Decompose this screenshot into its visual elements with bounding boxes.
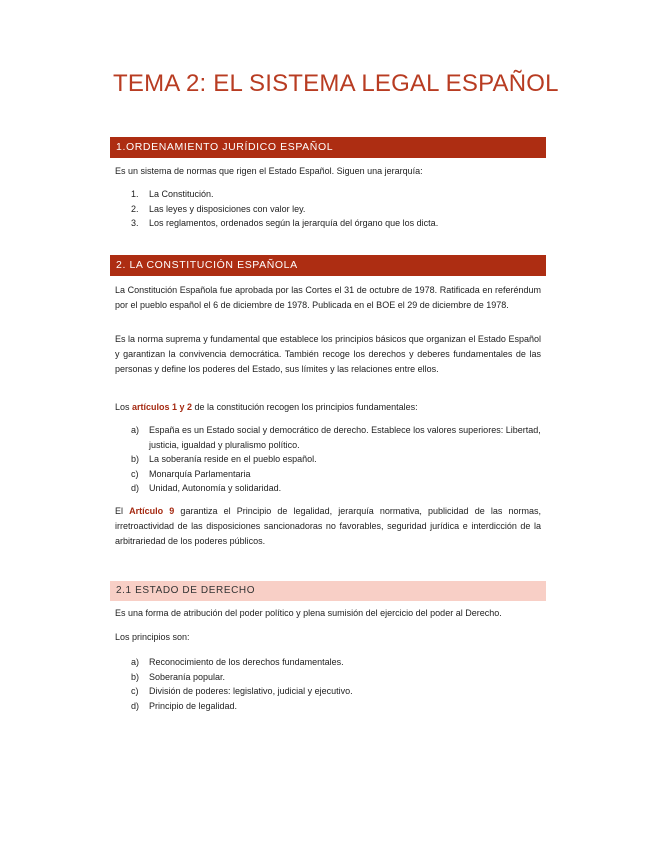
section1-list bbox=[115, 187, 541, 231]
section-heading-constitucion: 2. LA CONSTITUCIÓN ESPAÑOLA bbox=[110, 255, 546, 276]
list-item: d) Unidad, Autonomía y solidaridad. bbox=[131, 483, 282, 493]
list-item: 3. Los reglamentos, ordenados según la jerarquía del órgano que los dicta. bbox=[131, 218, 439, 228]
section-heading-ordenamiento: 1.ORDENAMIENTO JURÍDICO ESPAÑOL bbox=[110, 137, 546, 158]
list-item: b) Soberanía popular. bbox=[131, 671, 226, 682]
list-item: a) España es un Estado social y democrático de derecho. Establece los valores superiores: Libertad, justicia, igualdad y pluralismo político. bbox=[131, 425, 541, 450]
list-item: 2. Las leyes y disposiciones con valor ley. bbox=[131, 203, 306, 214]
list-item: b) La soberanía reside en el pueblo español. bbox=[131, 454, 317, 464]
section2-paragraph-2: Es la norma suprema y fundamental que establece los principios básicos que organizan el Estado Español y garantizan la convivencia democrática. También recoge los derechos y deberes fundamentales de las personas y define los poderes del Estado, sus límites y las relaciones entre ellos. bbox=[115, 334, 541, 374]
section-heading-estado-derecho: 2.1 ESTADO DE DERECHO bbox=[110, 581, 546, 601]
section21-paragraph-1: Es una forma de atribución del poder político y plena sumisión del ejercicio del poder al Derecho. bbox=[115, 608, 502, 618]
section21-paragraph-2: Los principios son: bbox=[115, 632, 190, 642]
section2-paragraph-1: La Constitución Española fue aprobada por las Cortes el 31 de octubre de 1978. Ratificada en referéndum por el pueblo español el 6 de diciembre de 1978. Publicada en el BOE el 29 de diciembre de 1978. bbox=[115, 285, 541, 310]
list-item: c) Monarquía Parlamentaria bbox=[131, 468, 251, 479]
list-item: c) División de poderes: legislativo, judicial y ejecutivo. bbox=[131, 686, 353, 696]
list-item: d) Principio de legalidad. bbox=[131, 700, 238, 711]
section2-list bbox=[115, 423, 541, 496]
section2-paragraph-4: El Artículo 9 garantiza el Principio de legalidad, jerarquía normativa, publicidad de las normas, irretroactividad de las disposiciones sancionadoras no favorables, seguridad jurídica e interdicción de la arbitrariedad de los poderes públicos. bbox=[115, 506, 541, 546]
highlight-articulos: artículos 1 y 2 bbox=[132, 402, 193, 412]
section21-list bbox=[115, 655, 541, 713]
section1-intro: Es un sistema de normas que rigen el Estado Español. Siguen una jerarquía: bbox=[115, 166, 423, 176]
list-item: 1. La Constitución. bbox=[131, 189, 214, 199]
page-title: TEMA 2: EL SISTEMA LEGAL ESPAÑOL bbox=[113, 70, 559, 97]
highlight-articulo-9: Artículo 9 bbox=[129, 506, 175, 516]
section2-paragraph-3: Los artículos 1 y 2 de la constitución recogen los principios fundamentales: bbox=[115, 402, 418, 412]
list-item: a) Reconocimiento de los derechos fundamentales. bbox=[131, 657, 344, 667]
